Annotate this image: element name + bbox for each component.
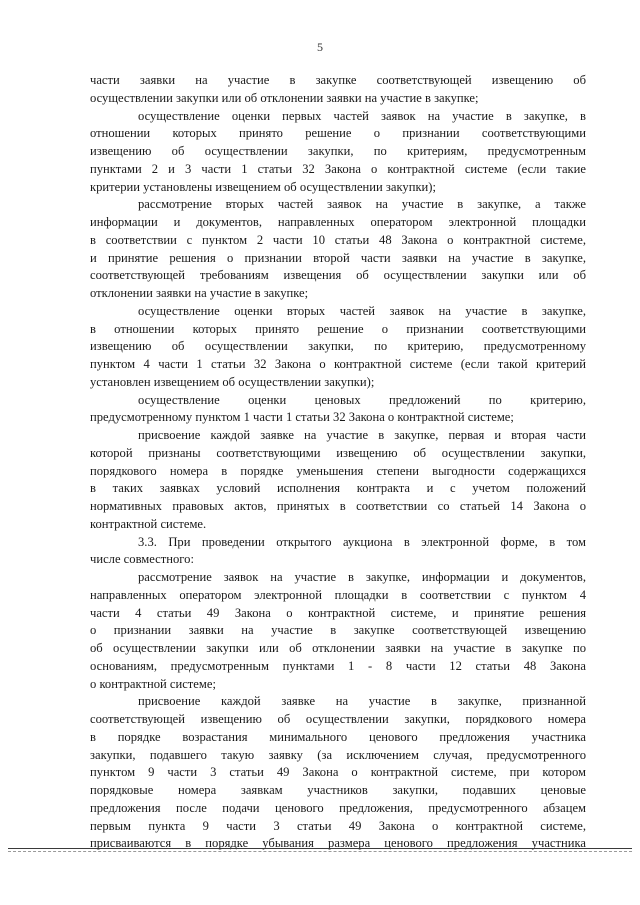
text-line: рассмотрение заявок на участие в закупке, информации и документов, bbox=[138, 570, 586, 584]
text-line: порядковые номера заявкам участников закупки, подавших ценовые bbox=[90, 783, 586, 797]
text-line: присвоение каждой заявке на участие в закупке, первая и вторая части bbox=[138, 428, 586, 442]
text-line: осуществление оценки вторых частей заявок на участие в закупке, bbox=[138, 303, 586, 318]
text-line: осуществление оценки первых частей заявок на участие в закупке, в bbox=[138, 108, 586, 123]
text-line: извещению об осуществлении закупки, по критериям, предусмотренным bbox=[90, 144, 586, 158]
text-line: которой признаны соответствующими извещению об осуществлении закупки, bbox=[90, 445, 586, 460]
text-line: и принятие решения о признании второй части заявки на участие в закупке, bbox=[90, 250, 586, 265]
text-line: соответствующей извещению об осуществлении закупки, порядкового номера bbox=[90, 712, 586, 726]
text-line: о контрактной системе; bbox=[90, 676, 216, 691]
text-line: закупки, подавшего такую заявку (за исключением случая, предусмотренного bbox=[90, 747, 586, 762]
text-line: части заявки на участие в закупке соответствующей извещению об bbox=[90, 73, 586, 87]
document-body bbox=[90, 72, 586, 853]
text-line: порядкового номера в порядке уменьшения степени выгодности содержащихся bbox=[90, 463, 586, 478]
text-line: пунктом 9 части 3 статьи 49 Закона о контрактной системе, при котором bbox=[90, 765, 586, 780]
text-line: установлен извещением об осуществлении закупки); bbox=[90, 374, 375, 389]
text-line: присваиваются в порядке убывания размера ценового предложения участника bbox=[90, 836, 586, 851]
text-line: в отношении которых принято решение о признании соответствующими bbox=[90, 321, 586, 336]
text-line: предусмотренному пунктом 1 части 1 статьи 32 Закона о контрактной системе; bbox=[90, 410, 514, 425]
text-line: отношении которых принято решение о признании соответствующими bbox=[90, 126, 586, 141]
text-line: основаниям, предусмотренным пунктами 1 - 8 части 12 статьи 48 Закона bbox=[90, 658, 586, 673]
text-line: в порядке возрастания минимального ценового предложения участника bbox=[90, 729, 586, 744]
text-line: нормативных правовых актов, принятых в соответствии со статьей 14 Закона о bbox=[90, 499, 586, 513]
text-line: предложения после подачи ценового предложения, предусмотренного абзацем bbox=[90, 800, 586, 815]
text-line: направленных оператором электронной площадки в соответствии с пунктом 4 bbox=[90, 587, 586, 602]
text-line: информации и документов, направленных оператором электронной площадки bbox=[90, 215, 586, 229]
page-number: 5 bbox=[317, 40, 323, 54]
text-line: в соответствии с пунктом 2 части 10 статьи 48 Закона о контрактной системе, bbox=[90, 232, 586, 247]
text-line: осуществление оценки ценовых предложений по критерию, bbox=[138, 392, 586, 407]
text-line: о признании заявки на участие в закупке соответствующей извещению bbox=[90, 623, 586, 638]
text-line: первым пункта 9 части 3 статьи 49 Закона о контрактной системе, bbox=[90, 818, 586, 833]
text-line: в таких заявках условий исполнения контракта и с учетом положений bbox=[90, 481, 586, 496]
text-line: осуществлении закупки или об отклонении заявки на участие в закупке; bbox=[90, 90, 479, 105]
page-bottom-rule bbox=[8, 848, 632, 849]
text-line: пунктом 4 части 1 статьи 32 Закона о контрактной системе (если такой критерий bbox=[90, 357, 586, 371]
text-line: рассмотрение вторых частей заявок на участие в закупке, а также bbox=[138, 197, 586, 212]
text-line: 3.3. При проведении открытого аукциона в электронной форме, в том bbox=[138, 534, 586, 549]
text-line: части 4 статьи 49 Закона о контрактной системе, и принятие решения bbox=[90, 605, 586, 620]
text-line: присвоение каждой заявке на участие в закупке, признанной bbox=[138, 694, 586, 709]
text-line: числе совместного: bbox=[90, 552, 194, 567]
text-line: пунктами 2 и 3 части 1 статьи 32 Закона о контрактной системе (если такие bbox=[90, 161, 586, 176]
text-line: контрактной системе. bbox=[90, 516, 207, 531]
text-line: об осуществлении закупки или об отклонении заявки на участие в закупке по bbox=[90, 641, 586, 655]
text-line: отклонении заявки на участие в закупке; bbox=[90, 286, 309, 300]
text-line: критерии установлены извещением об осуществлении закупки); bbox=[90, 179, 436, 194]
text-line: соответствующей требованиям извещения об осуществлении закупки или об bbox=[90, 268, 586, 283]
text-line: извещению об осуществлении закупки, по критерию, предусмотренному bbox=[90, 339, 586, 354]
